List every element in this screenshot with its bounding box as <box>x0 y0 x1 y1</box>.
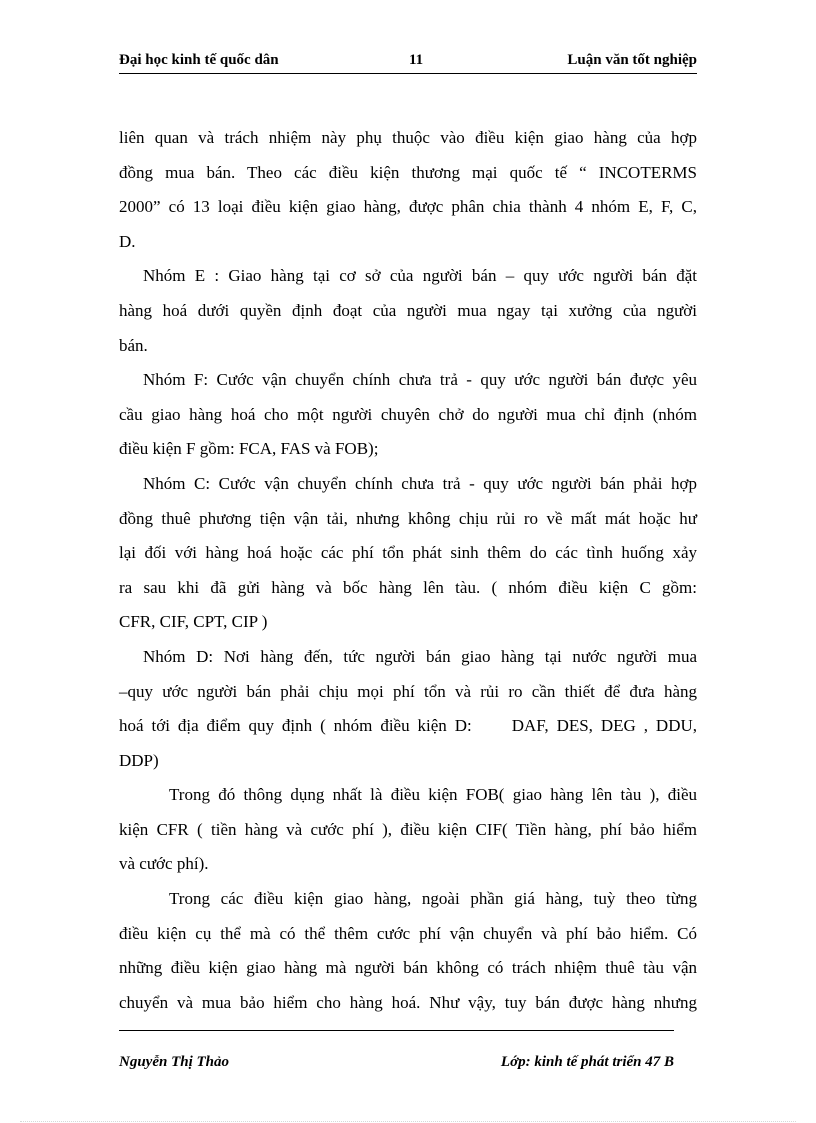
text-line: Nhóm F: Cước vận chuyển chính chưa trả - quy ước người bán được yêu <box>143 370 697 390</box>
text-line: những điều kiện giao hàng mà người bán không có trách nhiệm thuê tàu vận <box>119 958 697 978</box>
text-line: điều kiện cụ thể mà có thể thêm cước phí vận chuyển và phí bảo hiểm. Có <box>119 923 697 943</box>
body-text <box>119 121 697 1020</box>
header-document-type: Luận văn tốt nghiệp <box>567 52 697 68</box>
text-line: lại đối với hàng hoá hoặc các phí tổn phát sinh thêm do các tình huống xảy <box>119 543 697 563</box>
page-footer <box>119 1054 674 1076</box>
page-edge-dots <box>20 1121 796 1122</box>
text-line: hàng hoá dưới quyền định đoạt của người mua ngay tại xưởng của người <box>119 300 697 320</box>
text-line: Trong đó thông dụng nhất là điều kiện FOB( giao hàng lên tàu ), điều <box>169 785 697 805</box>
text-line: cầu giao hàng hoá cho một người chuyên chở do người mua chỉ định (nhóm <box>119 404 697 424</box>
text-line: liên quan và trách nhiệm này phụ thuộc vào điều kiện giao hàng của hợp <box>119 128 697 147</box>
text-line: Nhóm E : Giao hàng tại cơ sở của người bán – quy ước người bán đặt <box>143 266 697 286</box>
text-line: DDP) <box>119 750 159 770</box>
text-line: Nhóm C: Cước vận chuyển chính chưa trả - quy ước người bán phải hợp <box>143 473 697 493</box>
text-segment: hoá tới địa điểm quy định ( nhóm điều kiện D: <box>119 716 472 736</box>
text-line: ra sau khi đã gửi hàng và bốc hàng lên tàu. ( nhóm điều kiện C gồm: <box>119 577 697 597</box>
text-line: điều kiện F gồm: FCA, FAS và FOB); <box>119 439 379 459</box>
text-line <box>119 709 697 744</box>
text-line: kiện CFR ( tiền hàng và cước phí ), điều kiện CIF( Tiền hàng, phí bảo hiểm <box>119 819 697 839</box>
text-line: Trong các điều kiện giao hàng, ngoài phần giá hàng, tuỳ theo từng <box>169 889 697 909</box>
text-line: –quy ước người bán phải chịu mọi phí tổn và rủi ro cần thiết để đưa hàng <box>119 681 697 701</box>
header-university: Đại học kinh tế quốc dân <box>119 52 279 68</box>
text-line: chuyển và mua bảo hiểm cho hàng hoá. Như vậy, tuy bán được hàng nhưng <box>119 992 697 1012</box>
text-line: bán. <box>119 335 148 355</box>
footer-class: Lớp: kinh tế phát triển 47 B <box>500 1054 674 1070</box>
text-line: đồng thuê phương tiện vận tải, nhưng không chịu rủi ro về mất mát hoặc hư <box>119 508 697 528</box>
text-line: và cước phí). <box>119 854 209 874</box>
page-header <box>119 52 697 72</box>
text-line: đồng mua bán. Theo các điều kiện thương mại quốc tế “ INCOTERMS <box>119 162 697 182</box>
text-line: 2000” có 13 loại điều kiện giao hàng, được phân chia thành 4 nhóm E, F, C, <box>119 197 697 217</box>
text-segment: DAF, DES, DEG , DDU, <box>511 716 698 736</box>
footer-divider <box>119 1030 674 1031</box>
text-line: D. <box>119 231 136 251</box>
header-divider <box>119 73 697 74</box>
page-number: 11 <box>409 52 424 68</box>
text-line: CFR, CIF, CPT, CIP ) <box>119 612 268 632</box>
footer-author: Nguyễn Thị Thảo <box>119 1054 230 1070</box>
text-line: Nhóm D: Nơi hàng đến, tức người bán giao hàng tại nước người mua <box>143 646 697 666</box>
